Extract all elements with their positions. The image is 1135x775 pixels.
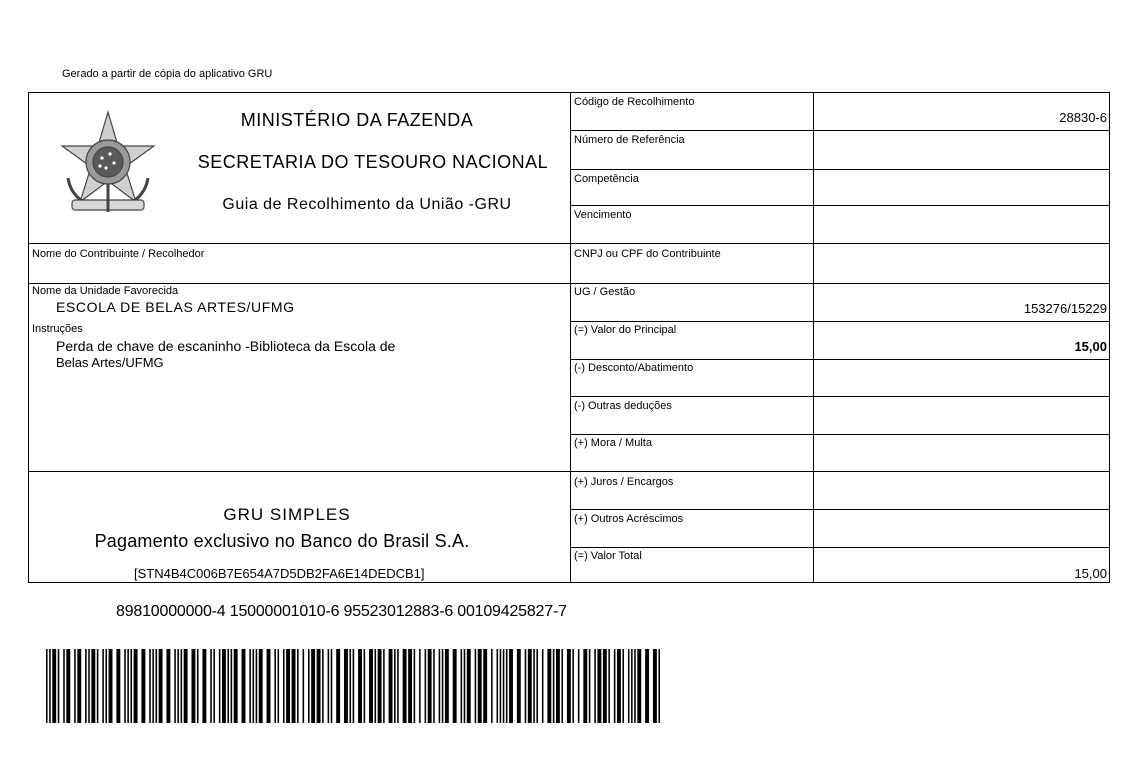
principal-value: 15,00: [1074, 339, 1107, 354]
divider: [29, 243, 1110, 244]
divider: [570, 396, 1110, 397]
unidade-value: ESCOLA DE BELAS ARTES/UFMG: [56, 299, 295, 315]
gru-hash: [STN4B4C006B7E654A7D5DB2FA6E14DEDCB1]: [134, 566, 425, 581]
divider: [570, 359, 1110, 360]
unidade-label: Nome da Unidade Favorecida: [32, 285, 179, 297]
vencimento-label: Vencimento: [574, 209, 632, 221]
outras-label: (-) Outras deduções: [574, 400, 672, 412]
guide-title: Guia de Recolhimento da União -GRU: [222, 196, 512, 213]
instrucoes-label: Instruções: [32, 323, 83, 335]
competencia-label: Competência: [574, 173, 639, 185]
divider: [570, 509, 1110, 510]
principal-label: (=) Valor do Principal: [574, 324, 677, 336]
linha-digitavel: 89810000000-4 15000001010-6 95523012883-6 00109425827-7: [116, 603, 567, 620]
mora-label: (+) Mora / Multa: [574, 437, 652, 449]
ug-value: 153276/15229: [1023, 301, 1107, 316]
numero-ref-label: Número de Referência: [574, 134, 685, 146]
contribuinte-label: Nome do Contribuinte / Recolhedor: [32, 248, 205, 260]
gru-subtitle: Pagamento exclusivo no Banco do Brasil S.A.: [94, 531, 470, 551]
codigo-value: 28830-6: [1059, 110, 1107, 125]
gru-simples-title: GRU SIMPLES: [223, 505, 351, 524]
divider: [570, 321, 1110, 322]
instrucoes-line1: Perda de chave de escaninho -Biblioteca da Escola de: [56, 338, 396, 354]
header-note: Gerado a partir de cópia do aplicativo GRU: [62, 68, 273, 80]
cnpj-label: CNPJ ou CPF do Contribuinte: [574, 248, 721, 260]
secretariat-title: SECRETARIA DO TESOURO NACIONAL: [197, 152, 549, 172]
ministry-title: MINISTÉRIO DA FAZENDA: [240, 110, 474, 130]
ug-label: UG / Gestão: [574, 286, 636, 298]
total-label: (=) Valor Total: [574, 550, 642, 562]
divider: [570, 169, 1110, 170]
total-value: 15,00: [1074, 566, 1107, 581]
divider: [570, 547, 1110, 548]
divider: [570, 434, 1110, 435]
instrucoes-line2: Belas Artes/UFMG: [56, 355, 164, 370]
desconto-label: (-) Desconto/Abatimento: [574, 362, 694, 374]
acrescimos-label: (+) Outros Acréscimos: [574, 513, 684, 525]
divider: [570, 205, 1110, 206]
barcode: [46, 649, 660, 723]
brasao-republica-icon: [52, 108, 164, 220]
divider: [570, 130, 1110, 131]
codigo-label: Código de Recolhimento: [574, 96, 695, 108]
juros-label: (+) Juros / Encargos: [574, 476, 674, 488]
divider: [29, 471, 1110, 472]
divider: [29, 283, 1110, 284]
